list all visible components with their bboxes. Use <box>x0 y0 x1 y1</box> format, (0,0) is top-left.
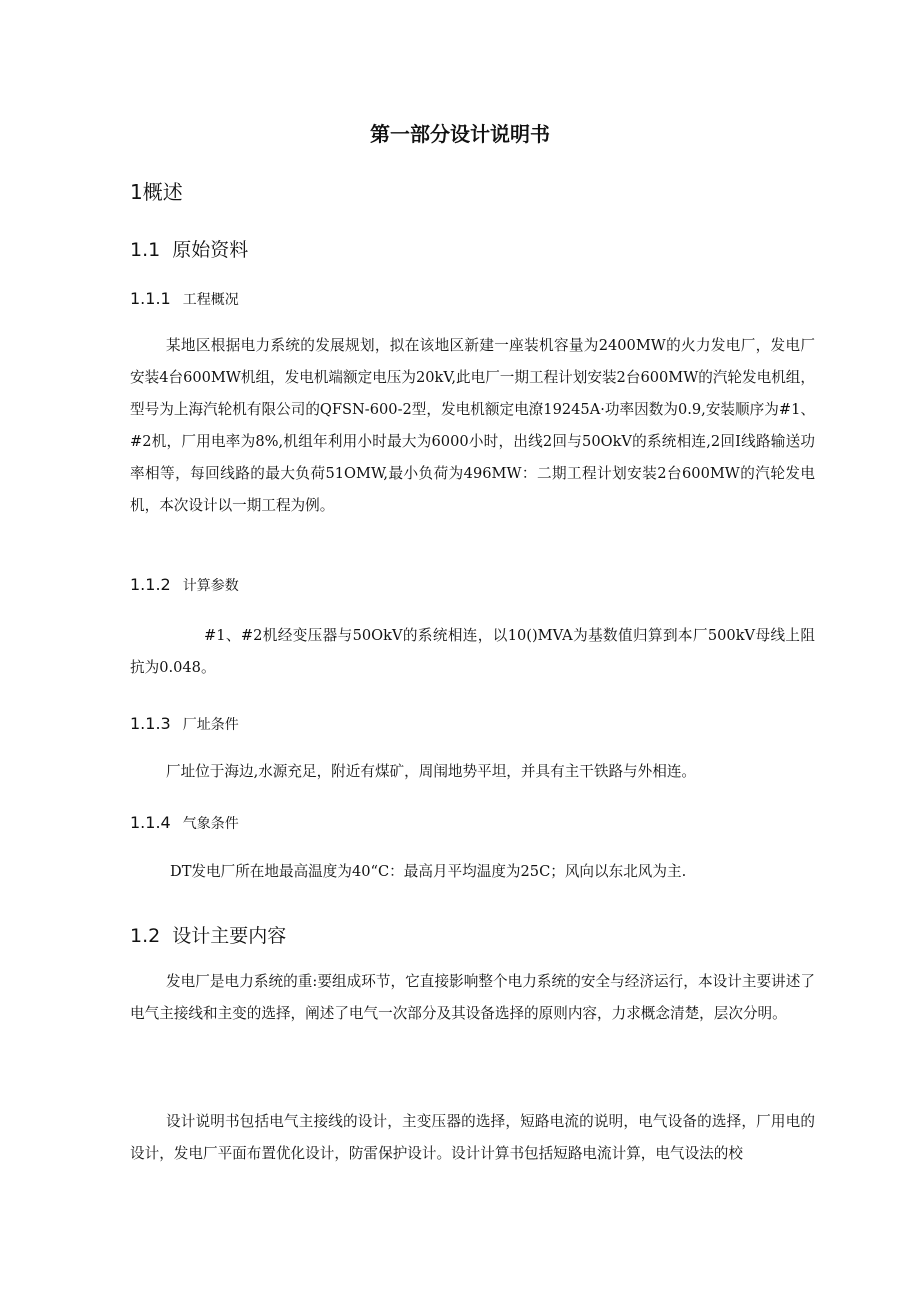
design-content-paragraph-2: 设计说明书包括电气主接线的设计，主变压器的选择，短路电流的说明，电气设备的选择，厂用电的设计，发电厂平面布置优化设计，防雷保护设计。设计计算书包括短路电流计算，电气设法的校 <box>130 1113 815 1162</box>
project-overview-paragraph: 某地区根据电力系统的发展规划，拟在该地区新建一座装机容量为2400MW的火力发电厂，发电厂安装4台600MW机组，发电机端额定电压为20kV,此电厂一期工程计划安装2台600MW的汽轮发电机组，型号为上海汽轮机有限公司的QFSN-600-2型，发电机额定电潦19245A·功率因数为0.9,安装顺序为#1、#2机，厂用电率为8%,机组年利用小时最大为6000小时，出线2回与50OkV的系统相连,2回I线路输送功率相等，每回线路的最大负荷51OMW,最小负荷为496MW：二期工程计划安装2台600MW的汽轮发电机，本次设计以一期工程为例。 <box>130 337 815 514</box>
section-1-1-4-heading <box>130 813 815 833</box>
section-number: 1.1.3 <box>130 714 171 733</box>
section-title: 设计主要内容 <box>172 925 287 947</box>
section-number: 1.1 <box>130 239 161 261</box>
page-title: 第一部分设计说明书 <box>370 122 550 146</box>
section-title: 厂址条件 <box>182 717 239 733</box>
section-1-1-3-heading <box>130 714 815 734</box>
section-1-2-heading <box>130 921 815 948</box>
section-title: 原始资料 <box>172 239 249 261</box>
section-1-1-2-heading <box>130 575 815 595</box>
section-number: 1.1.2 <box>130 575 171 594</box>
section-1-1-1-heading <box>130 289 815 309</box>
weather-conditions-paragraph: DT发电厂所在地最高温度为40“C：最高月平均温度为25C；风向以东北风为主. <box>170 863 687 880</box>
section-number: 1.2 <box>130 925 161 947</box>
design-content-paragraph-1: 发电厂是电力系统的重:要组成环节，它直接影响整个电力系统的安全与经济运行，本设计主要讲述了电气主接线和主变的选择，阐述了电气一次部分及其设备选择的原则内容，力求概念清楚，层次分明。 <box>130 973 815 1022</box>
section-title: 工程概况 <box>182 292 239 308</box>
section-number: 1.1.1 <box>130 289 171 308</box>
calculation-parameters-paragraph: #1、#2机经变压器与50OkV的系统相连，以10()MVA为基数值归算到本厂500kV母线上阻抗为0.048。 <box>130 627 815 676</box>
section-title: 气象条件 <box>182 816 239 832</box>
section-number: 1.1.4 <box>130 813 171 832</box>
section-1-1-heading <box>130 235 815 262</box>
section-1-heading: 1概述 <box>130 180 183 204</box>
section-title: 计算参数 <box>182 578 239 594</box>
site-conditions-paragraph: 厂址位于海边,水源充足，附近有煤矿，周闱地势平坦，并具有主干铁路与外相连。 <box>166 763 697 780</box>
